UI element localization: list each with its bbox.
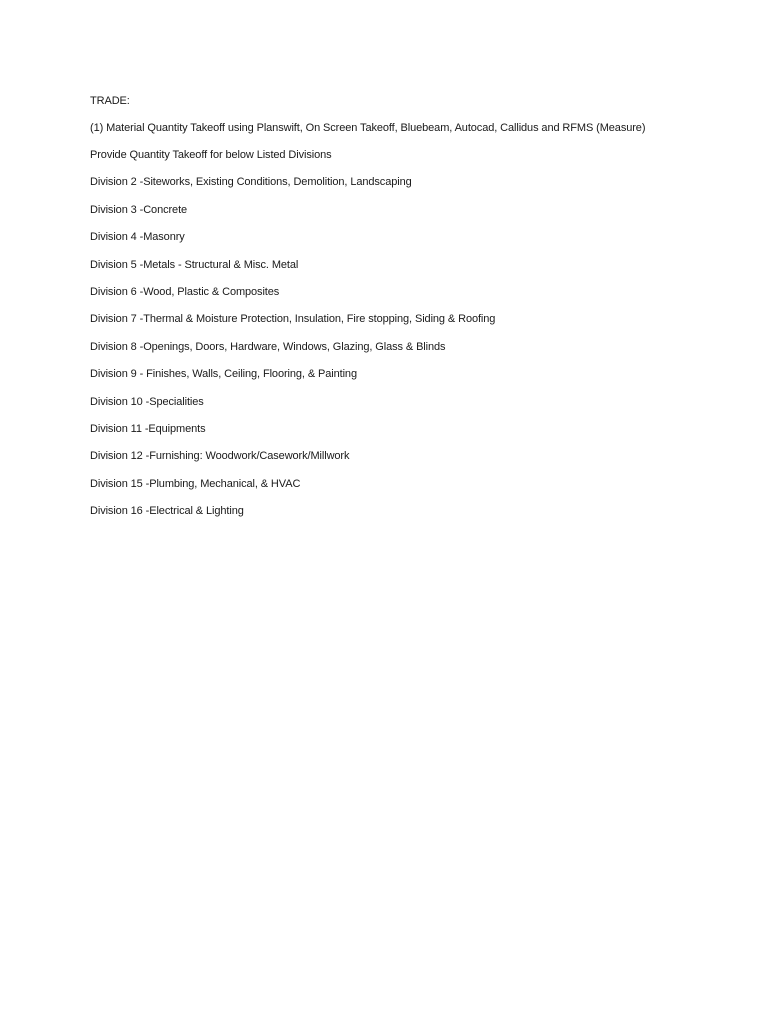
trade-heading: TRADE: <box>90 95 130 107</box>
division-item: Division 2 -Siteworks, Existing Conditions, Demolition, Landscaping <box>90 176 412 189</box>
division-item: Division 9 - Finishes, Walls, Ceiling, Flooring, & Painting <box>90 368 357 381</box>
division-item: Division 10 -Specialities <box>90 395 204 408</box>
division-item: Division 3 -Concrete <box>90 203 188 216</box>
divisions-intro: Provide Quantity Takeoff for below Listed Divisions <box>90 149 332 161</box>
division-list <box>90 174 650 520</box>
document-body <box>90 93 650 530</box>
division-item: Division 4 -Masonry <box>90 231 185 244</box>
division-item: Division 12 -Furnishing: Woodwork/Casework/Millwork <box>90 450 350 463</box>
division-item: Division 5 -Metals - Structural & Misc. Metal <box>90 258 299 271</box>
division-item: Division 11 -Equipments <box>90 422 206 435</box>
division-item: Division 15 -Plumbing, Mechanical, & HVAC <box>90 477 301 490</box>
takeoff-description: (1) Material Quantity Takeoff using Planswift, On Screen Takeoff, Bluebeam, Autocad, Callidus and RFMS (Measure) <box>90 122 646 134</box>
division-item: Division 7 -Thermal & Moisture Protection, Insulation, Fire stopping, Siding & Roofing <box>90 313 496 326</box>
division-item: Division 6 -Wood, Plastic & Composites <box>90 285 280 298</box>
division-item: Division 8 -Openings, Doors, Hardware, Windows, Glazing, Glass & Blinds <box>90 340 446 353</box>
division-item: Division 16 -Electrical & Lighting <box>90 505 244 518</box>
